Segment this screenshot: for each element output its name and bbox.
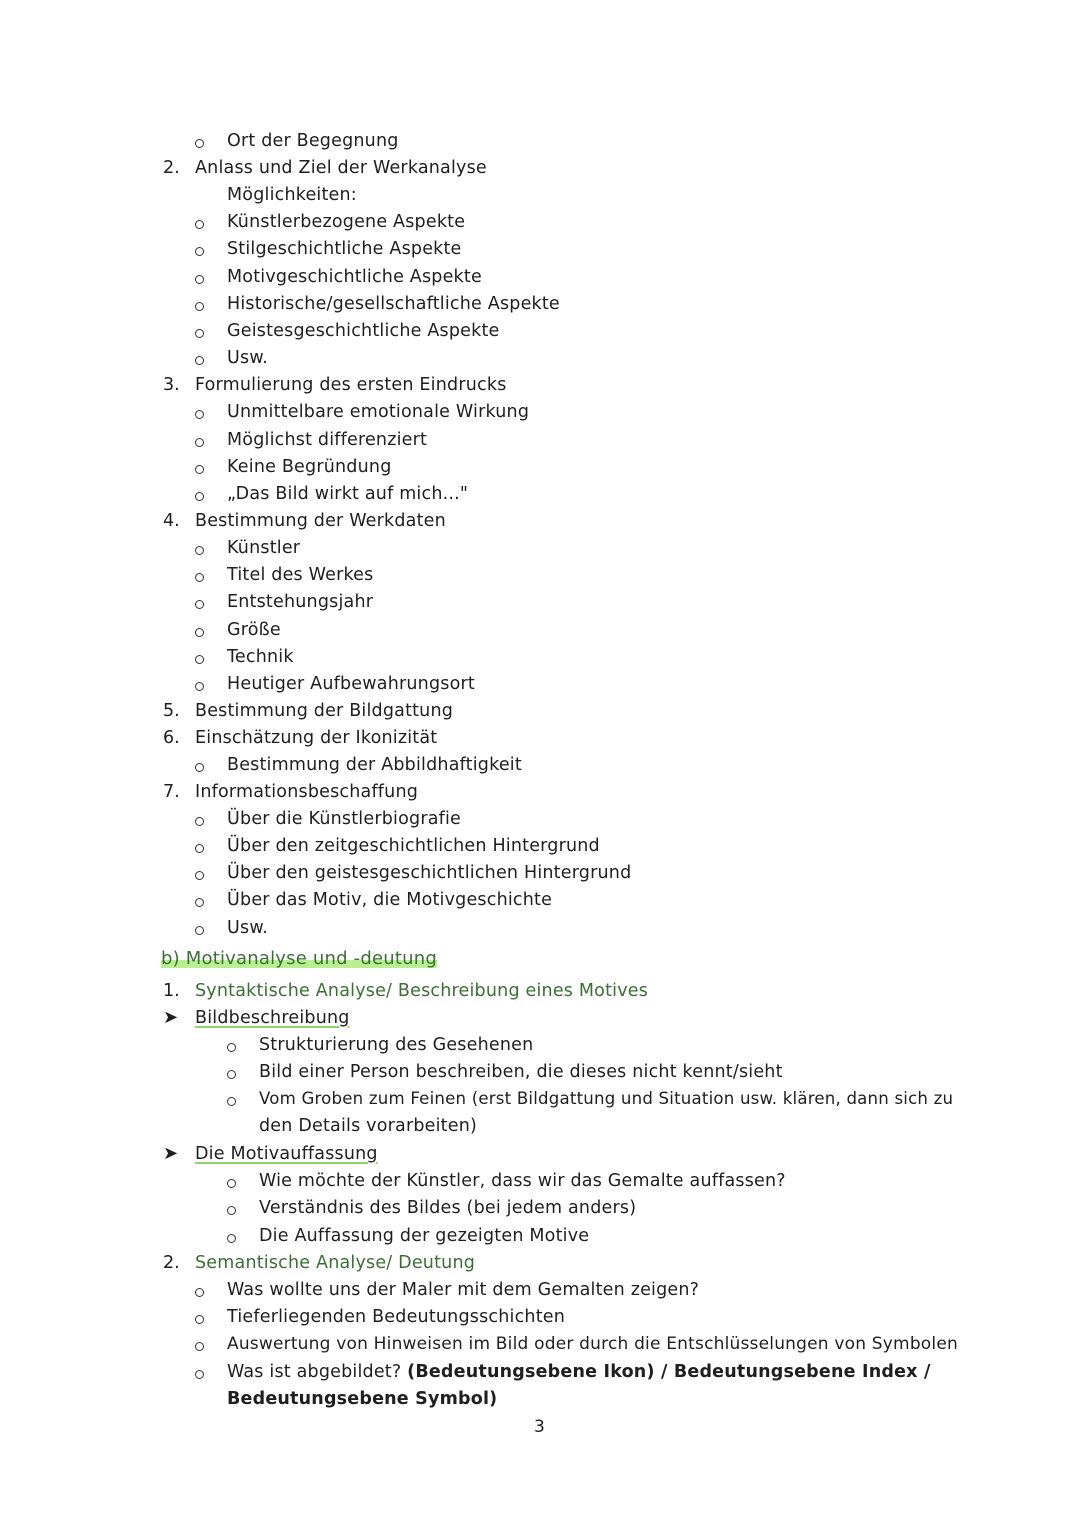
list-item-continuation: Bedeutungsebene Symbol)	[227, 1389, 498, 1409]
list-item: Über den geistesgeschichtlichen Hintergrund	[227, 863, 632, 883]
bullet-icon	[195, 247, 204, 256]
list-item: „Das Bild wirkt auf mich..."	[227, 484, 469, 504]
bullet-icon	[227, 1070, 236, 1079]
bullet-icon	[195, 1370, 204, 1379]
section-heading: b) Motivanalyse und -deutung	[161, 948, 437, 969]
bullet-icon	[195, 763, 204, 772]
bullet-icon	[227, 1179, 236, 1188]
list-number: 6.	[163, 728, 180, 748]
list-item: Strukturierung des Gesehenen	[259, 1035, 534, 1055]
bullet-icon	[227, 1097, 236, 1106]
list-item: Über den zeitgeschichtlichen Hintergrund	[227, 836, 600, 856]
page-number: 3	[534, 1417, 545, 1437]
bullet-icon	[195, 329, 204, 338]
list-item: Was wollte uns der Maler mit dem Gemalten zeigen?	[227, 1280, 700, 1300]
list-item: Auswertung von Hinweisen im Bild oder durch die Entschlüsselungen von Symbolen	[227, 1334, 958, 1354]
bullet-icon	[195, 220, 204, 229]
bullet-icon	[195, 926, 204, 935]
bullet-icon	[195, 871, 204, 880]
list-item-continuation: den Details vorarbeiten)	[259, 1116, 478, 1136]
bullet-icon	[195, 655, 204, 664]
list-item	[227, 1361, 931, 1383]
list-item: Entstehungsjahr	[227, 592, 374, 612]
bullet-icon	[195, 356, 204, 365]
list-heading: Einschätzung der Ikonizität	[195, 728, 438, 748]
list-item: Tieferliegenden Bedeutungsschichten	[227, 1307, 566, 1327]
list-item: Möglichkeiten:	[227, 185, 357, 205]
list-item: Usw.	[227, 348, 268, 368]
list-item-bold-text: (Bedeutungsebene Ikon) / Bedeutungsebene Index /	[407, 1362, 931, 1382]
list-item: Historische/gesellschaftliche Aspekte	[227, 294, 560, 314]
list-item: Titel des Werkes	[227, 565, 374, 585]
list-item: Stilgeschichtliche Aspekte	[227, 239, 462, 259]
arrow-bullet-icon: ➤	[163, 1143, 179, 1164]
list-number: 2.	[163, 158, 180, 178]
list-item: Vom Groben zum Feinen (erst Bildgattung und Situation usw. klären, dann sich zu	[259, 1089, 954, 1108]
list-item: Geistesgeschichtliche Aspekte	[227, 321, 500, 341]
list-item: Keine Begründung	[227, 457, 392, 477]
list-item: Über die Künstlerbiografie	[227, 809, 462, 829]
bullet-icon	[195, 546, 204, 555]
list-heading: Informationsbeschaffung	[195, 782, 419, 802]
list-number: 3.	[163, 375, 180, 395]
bullet-icon	[195, 628, 204, 637]
subsection-heading: Semantische Analyse/ Deutung	[195, 1253, 476, 1273]
list-number: 5.	[163, 701, 180, 721]
list-heading: Bildbeschreibung	[195, 1008, 350, 1028]
list-item: Die Auffassung der gezeigten Motive	[259, 1226, 590, 1246]
list-number: 4.	[163, 511, 180, 531]
list-heading: Anlass und Ziel der Werkanalyse	[195, 158, 487, 178]
bullet-icon	[195, 302, 204, 311]
list-heading: Formulierung des ersten Eindrucks	[195, 375, 507, 395]
bullet-icon	[195, 438, 204, 447]
list-number: 1.	[163, 981, 180, 1001]
list-item: Wie möchte der Künstler, dass wir das Gemalte auffassen?	[259, 1171, 786, 1191]
bullet-icon	[195, 139, 204, 148]
list-item: Unmittelbare emotionale Wirkung	[227, 402, 530, 422]
bullet-icon	[195, 1342, 204, 1351]
list-item: Bild einer Person beschreiben, die dieses nicht kennt/sieht	[259, 1062, 783, 1082]
bullet-icon	[195, 410, 204, 419]
list-heading: Bestimmung der Bildgattung	[195, 701, 454, 721]
bullet-icon	[195, 275, 204, 284]
list-item: Künstlerbezogene Aspekte	[227, 212, 466, 232]
list-item: Verständnis des Bildes (bei jedem anders)	[259, 1198, 637, 1218]
bullet-icon	[195, 573, 204, 582]
bullet-icon	[195, 600, 204, 609]
list-item: Usw.	[227, 918, 268, 938]
bullet-icon	[195, 1288, 204, 1297]
bullet-icon	[195, 492, 204, 501]
list-item-text: Was ist abgebildet?	[227, 1362, 408, 1382]
list-item: Künstler	[227, 538, 301, 558]
bullet-icon	[195, 465, 204, 474]
list-item: Größe	[227, 620, 281, 640]
subsection-heading: Syntaktische Analyse/ Beschreibung eines Motives	[195, 981, 649, 1001]
bullet-icon	[227, 1043, 236, 1052]
list-item: Möglichst differenziert	[227, 430, 428, 450]
list-heading: Bestimmung der Werkdaten	[195, 511, 446, 531]
list-number: 7.	[163, 782, 180, 802]
bullet-icon	[227, 1234, 236, 1243]
list-heading: Die Motivauffassung	[195, 1144, 378, 1164]
list-item: Ort der Begegnung	[227, 131, 399, 151]
bullet-icon	[195, 898, 204, 907]
bullet-icon	[195, 1315, 204, 1324]
list-item: Über das Motiv, die Motivgeschichte	[227, 890, 553, 910]
list-number: 2.	[163, 1253, 180, 1273]
list-item: Heutiger Aufbewahrungsort	[227, 674, 475, 694]
bullet-icon	[227, 1206, 236, 1215]
list-item: Technik	[227, 647, 294, 667]
list-item: Motivgeschichtliche Aspekte	[227, 267, 482, 287]
arrow-bullet-icon: ➤	[163, 1007, 179, 1028]
bullet-icon	[195, 682, 204, 691]
bullet-icon	[195, 817, 204, 826]
bullet-icon	[195, 844, 204, 853]
list-item: Bestimmung der Abbildhaftigkeit	[227, 755, 522, 775]
